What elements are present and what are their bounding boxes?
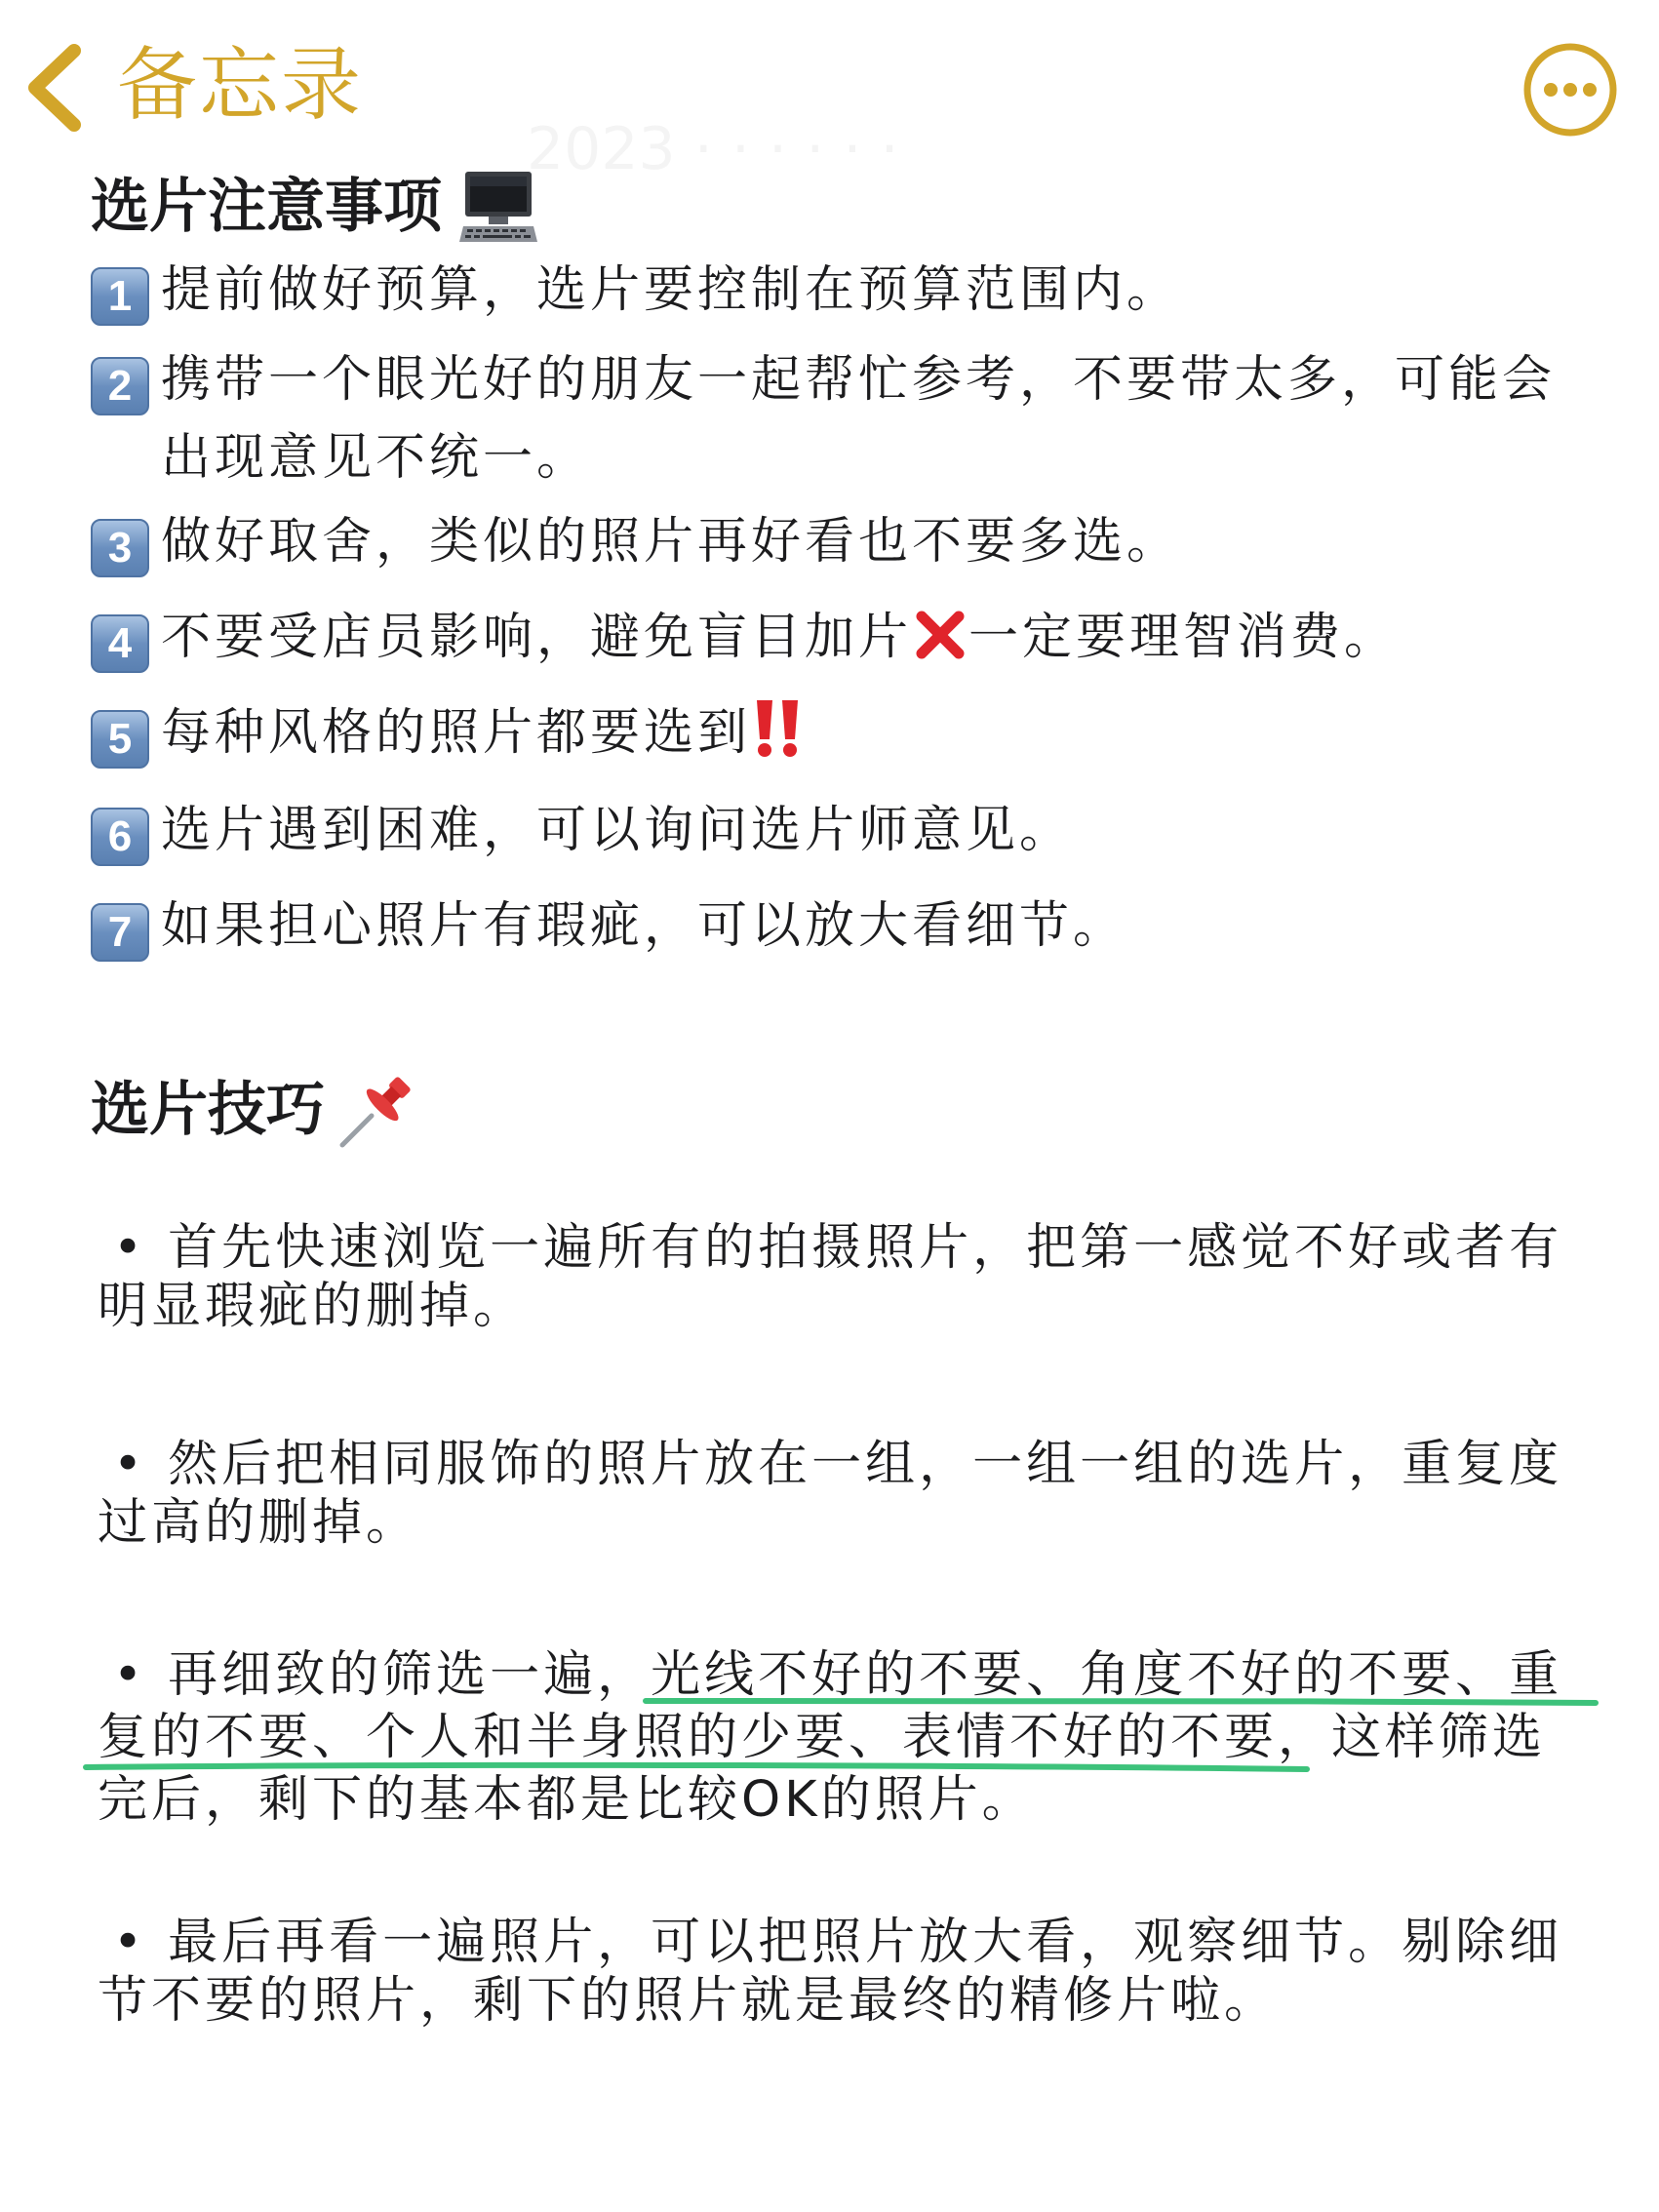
list-item xyxy=(91,252,1612,330)
list-item xyxy=(91,599,1612,677)
list-item xyxy=(91,888,1612,966)
bullet-dot: • xyxy=(113,1219,147,1277)
tip-paragraph xyxy=(98,1219,1580,1336)
keycap-number-badge: 7 xyxy=(91,903,149,962)
list-item-text-after: 一定要理智消费。 xyxy=(968,609,1399,666)
bullet-dot: • xyxy=(113,1436,147,1493)
double-exclamation-icon xyxy=(751,698,806,759)
bullet-dot: • xyxy=(113,1914,147,1971)
keycap-number-badge: 3 xyxy=(91,519,149,577)
list-item-text-before: 不要受店员影响，避免盲目加片 xyxy=(161,609,913,666)
pushpin-icon xyxy=(336,1069,418,1151)
list-item xyxy=(91,503,1612,581)
tip-text-after: ，这样筛选完后，剩下的基本都是比较OK的照片。 xyxy=(98,1709,1547,1829)
list-item xyxy=(91,341,1612,497)
section-title-text: 选片技巧 xyxy=(91,1076,325,1144)
list-item-text-main: 每种风格的照片都要选到 xyxy=(161,704,752,762)
list-item-text: 提前做好预算，选片要控制在预算范围内。 xyxy=(161,261,1181,319)
list-item-text xyxy=(161,694,806,772)
bullet-dot: • xyxy=(113,1646,147,1704)
keycap-number-badge: 2 xyxy=(91,357,149,415)
tip-text: 最后再看一遍照片，可以把照片放大看，观察细节。剔除细节不要的照片，剩下的照片就是最终的精修片啦。 xyxy=(98,1914,1563,2030)
tip-paragraph xyxy=(98,1914,1580,2031)
section-title-text: 选片注意事项 xyxy=(91,173,442,241)
list-item-text: 做好取舍，类似的照片再好看也不要多选。 xyxy=(161,513,1181,571)
cross-mark-icon xyxy=(914,609,967,661)
list-item xyxy=(91,694,1612,772)
list-item-text-line2: 出现意见不统一。 xyxy=(161,429,591,487)
back-label: 备忘录 xyxy=(117,39,364,132)
tip-text: 首先快速浏览一遍所有的拍摄照片，把第一感觉不好或者有明显瑕疵的删掉。 xyxy=(98,1219,1563,1335)
list-item-text-line1: 携带一个眼光好的朋友一起帮忙参考，不要带太多，可能会 xyxy=(161,351,1557,409)
list-item-text xyxy=(161,599,1398,677)
section-title-precautions xyxy=(91,168,537,246)
tip-paragraph xyxy=(98,1436,1580,1553)
list-item-text: 选片遇到困难，可以询问选片师意见。 xyxy=(161,802,1074,859)
list-item-text: 如果担心照片有瑕疵，可以放大看细节。 xyxy=(161,897,1127,955)
list-item-text xyxy=(161,341,1556,497)
keycap-number-badge: 1 xyxy=(91,267,149,326)
list-item xyxy=(91,792,1612,870)
keycap-number-badge: 5 xyxy=(91,710,149,769)
tip-text-before: 再细致的筛选一遍， xyxy=(168,1646,652,1704)
tip-paragraph xyxy=(98,1644,1580,1832)
keycap-number-badge: 4 xyxy=(91,614,149,673)
desktop-computer-icon xyxy=(459,168,537,246)
highlighted-text: 光线不好的不要、角度不好的不要、重复的不要、个人和半身照的少要、表情不好的不要 xyxy=(98,1646,1563,1766)
section-title-tips xyxy=(91,1069,418,1151)
tip-text: 然后把相同服饰的照片放在一组，一组一组的选片，重复度过高的删掉。 xyxy=(98,1436,1563,1552)
keycap-number-badge: 6 xyxy=(91,808,149,866)
